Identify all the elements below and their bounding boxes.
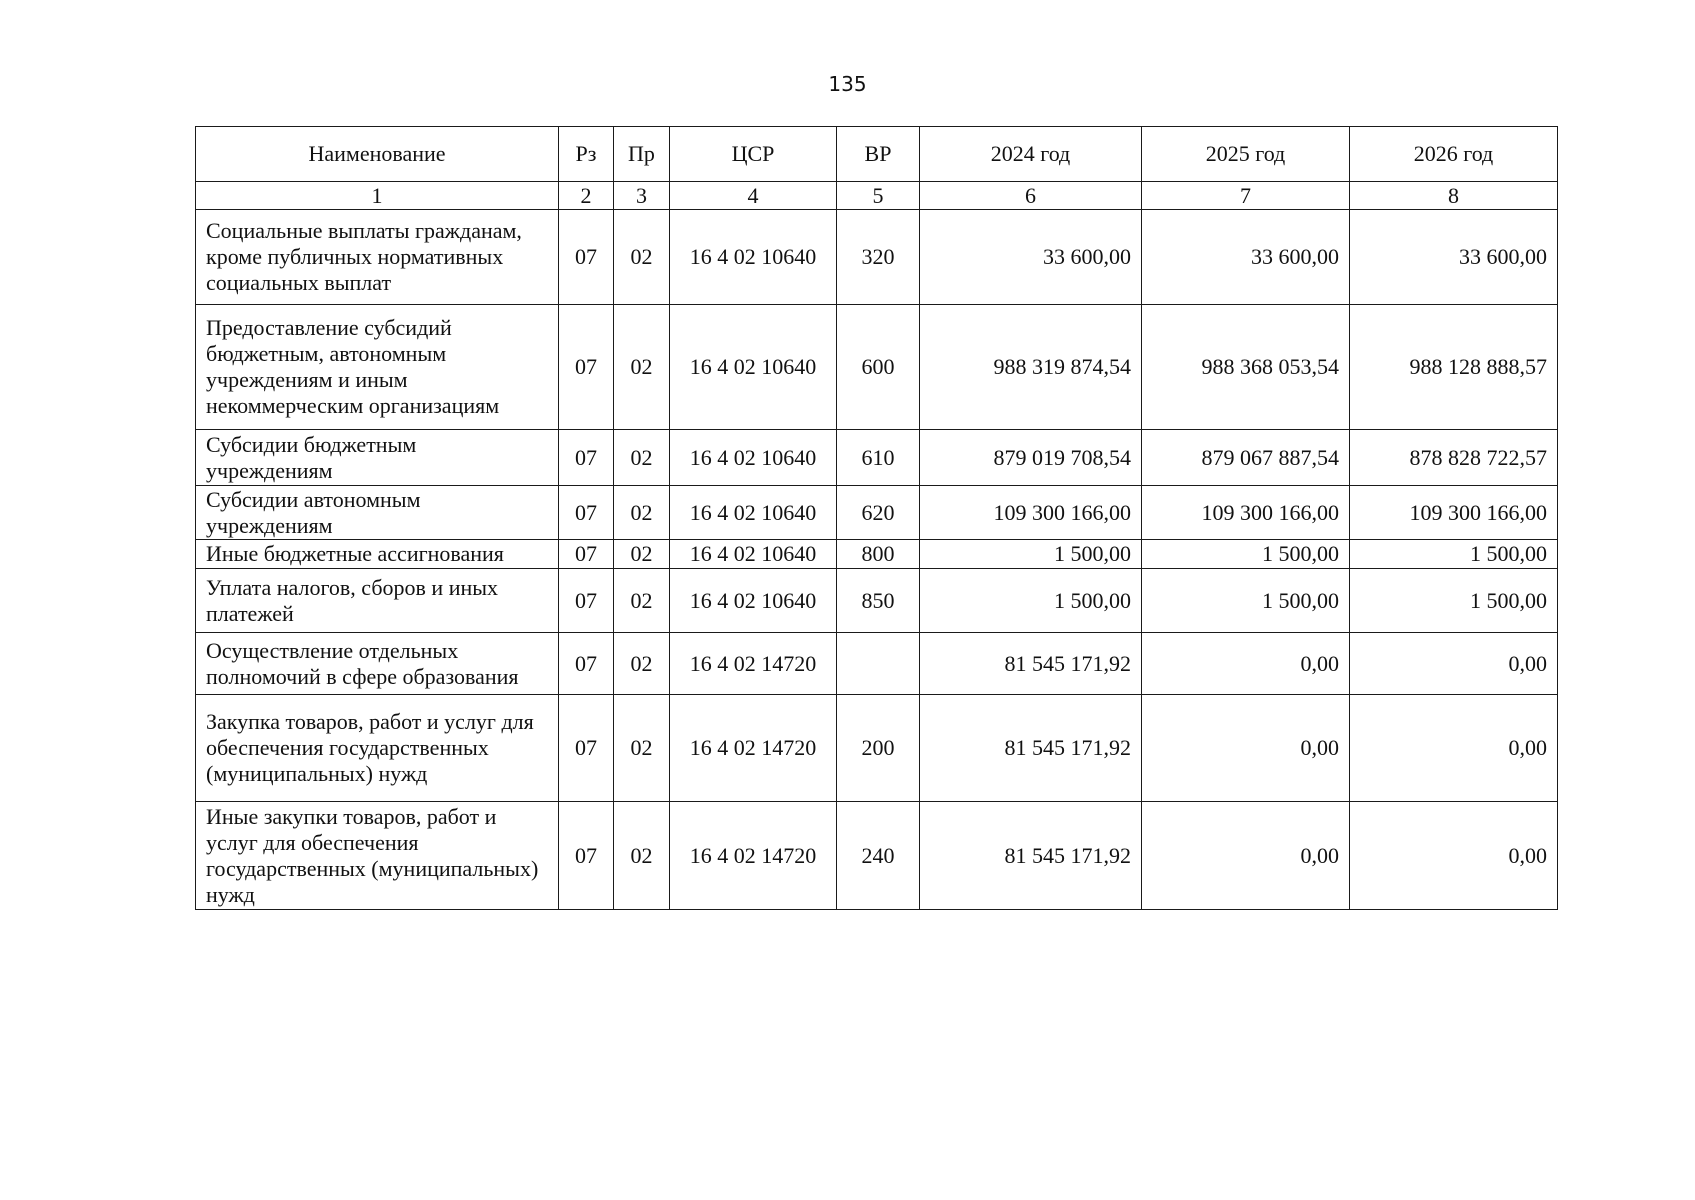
row-2025: 109 300 166,00 <box>1142 486 1350 540</box>
column-number: 4 <box>670 182 837 210</box>
table-header-row <box>196 127 1558 182</box>
row-2026: 0,00 <box>1350 802 1558 910</box>
row-rz: 07 <box>559 430 614 486</box>
table-row <box>196 633 1558 695</box>
column-number: 8 <box>1350 182 1558 210</box>
row-2025: 0,00 <box>1142 633 1350 695</box>
table-row <box>196 486 1558 540</box>
row-rz: 07 <box>559 695 614 802</box>
column-number: 5 <box>837 182 920 210</box>
row-pr: 02 <box>614 486 670 540</box>
table-row <box>196 540 1558 569</box>
row-csr: 16 4 02 10640 <box>670 540 837 569</box>
row-pr: 02 <box>614 802 670 910</box>
row-2024: 81 545 171,92 <box>920 802 1142 910</box>
row-vr <box>837 633 920 695</box>
row-csr: 16 4 02 10640 <box>670 305 837 430</box>
row-rz: 07 <box>559 210 614 305</box>
row-2026: 878 828 722,57 <box>1350 430 1558 486</box>
row-vr: 620 <box>837 486 920 540</box>
row-pr: 02 <box>614 210 670 305</box>
row-rz: 07 <box>559 305 614 430</box>
row-2026: 1 500,00 <box>1350 540 1558 569</box>
row-2025: 988 368 053,54 <box>1142 305 1350 430</box>
header-2025: 2025 год <box>1142 127 1350 182</box>
header-2026: 2026 год <box>1350 127 1558 182</box>
page-number: 135 <box>828 72 867 96</box>
row-name: Осуществление отдельных полномочий в сфере образования <box>196 633 559 695</box>
row-csr: 16 4 02 10640 <box>670 210 837 305</box>
row-rz: 07 <box>559 802 614 910</box>
row-name: Иные закупки товаров, работ и услуг для обеспечения государственных (муниципальных) нужд <box>196 802 559 910</box>
row-2026: 109 300 166,00 <box>1350 486 1558 540</box>
row-vr: 600 <box>837 305 920 430</box>
header-csr: ЦСР <box>670 127 837 182</box>
column-number: 7 <box>1142 182 1350 210</box>
row-vr: 850 <box>837 569 920 633</box>
row-2024: 81 545 171,92 <box>920 695 1142 802</box>
row-2024: 879 019 708,54 <box>920 430 1142 486</box>
row-vr: 240 <box>837 802 920 910</box>
row-name: Уплата налогов, сборов и иных платежей <box>196 569 559 633</box>
table-row <box>196 695 1558 802</box>
row-pr: 02 <box>614 540 670 569</box>
row-csr: 16 4 02 14720 <box>670 802 837 910</box>
row-vr: 320 <box>837 210 920 305</box>
row-2025: 33 600,00 <box>1142 210 1350 305</box>
row-rz: 07 <box>559 540 614 569</box>
header-name: Наименование <box>196 127 559 182</box>
row-csr: 16 4 02 14720 <box>670 695 837 802</box>
row-2024: 1 500,00 <box>920 569 1142 633</box>
row-2025: 1 500,00 <box>1142 540 1350 569</box>
header-2024: 2024 год <box>920 127 1142 182</box>
row-2026: 0,00 <box>1350 633 1558 695</box>
row-pr: 02 <box>614 430 670 486</box>
row-name: Закупка товаров, работ и услуг для обеспечения государственных (муниципальных) нужд <box>196 695 559 802</box>
row-pr: 02 <box>614 633 670 695</box>
row-2026: 33 600,00 <box>1350 210 1558 305</box>
row-2024: 1 500,00 <box>920 540 1142 569</box>
header-rz: Рз <box>559 127 614 182</box>
row-name: Предоставление субсидий бюджетным, автономным учреждениям и иным некоммерческим организациям <box>196 305 559 430</box>
column-number-row <box>196 182 1558 210</box>
table-row <box>196 305 1558 430</box>
row-name: Субсидии бюджетным учреждениям <box>196 430 559 486</box>
row-2025: 879 067 887,54 <box>1142 430 1350 486</box>
table-row <box>196 802 1558 910</box>
budget-table <box>195 126 1558 910</box>
column-number: 2 <box>559 182 614 210</box>
header-pr: Пр <box>614 127 670 182</box>
row-csr: 16 4 02 10640 <box>670 430 837 486</box>
table-row <box>196 430 1558 486</box>
row-vr: 200 <box>837 695 920 802</box>
row-2024: 988 319 874,54 <box>920 305 1142 430</box>
column-number: 1 <box>196 182 559 210</box>
row-pr: 02 <box>614 569 670 633</box>
column-number: 6 <box>920 182 1142 210</box>
table-row <box>196 210 1558 305</box>
row-vr: 800 <box>837 540 920 569</box>
row-csr: 16 4 02 10640 <box>670 569 837 633</box>
row-2025: 1 500,00 <box>1142 569 1350 633</box>
row-2024: 109 300 166,00 <box>920 486 1142 540</box>
row-2026: 1 500,00 <box>1350 569 1558 633</box>
row-2026: 988 128 888,57 <box>1350 305 1558 430</box>
row-2024: 33 600,00 <box>920 210 1142 305</box>
row-pr: 02 <box>614 305 670 430</box>
row-2025: 0,00 <box>1142 695 1350 802</box>
row-name: Социальные выплаты гражданам, кроме публичных нормативных социальных выплат <box>196 210 559 305</box>
row-name: Иные бюджетные ассигнования <box>196 540 559 569</box>
table-row <box>196 569 1558 633</box>
row-2026: 0,00 <box>1350 695 1558 802</box>
row-rz: 07 <box>559 633 614 695</box>
row-name: Субсидии автономным учреждениям <box>196 486 559 540</box>
row-2024: 81 545 171,92 <box>920 633 1142 695</box>
row-rz: 07 <box>559 569 614 633</box>
header-vr: ВР <box>837 127 920 182</box>
column-number: 3 <box>614 182 670 210</box>
row-csr: 16 4 02 10640 <box>670 486 837 540</box>
row-rz: 07 <box>559 486 614 540</box>
row-vr: 610 <box>837 430 920 486</box>
row-pr: 02 <box>614 695 670 802</box>
row-2025: 0,00 <box>1142 802 1350 910</box>
row-csr: 16 4 02 14720 <box>670 633 837 695</box>
